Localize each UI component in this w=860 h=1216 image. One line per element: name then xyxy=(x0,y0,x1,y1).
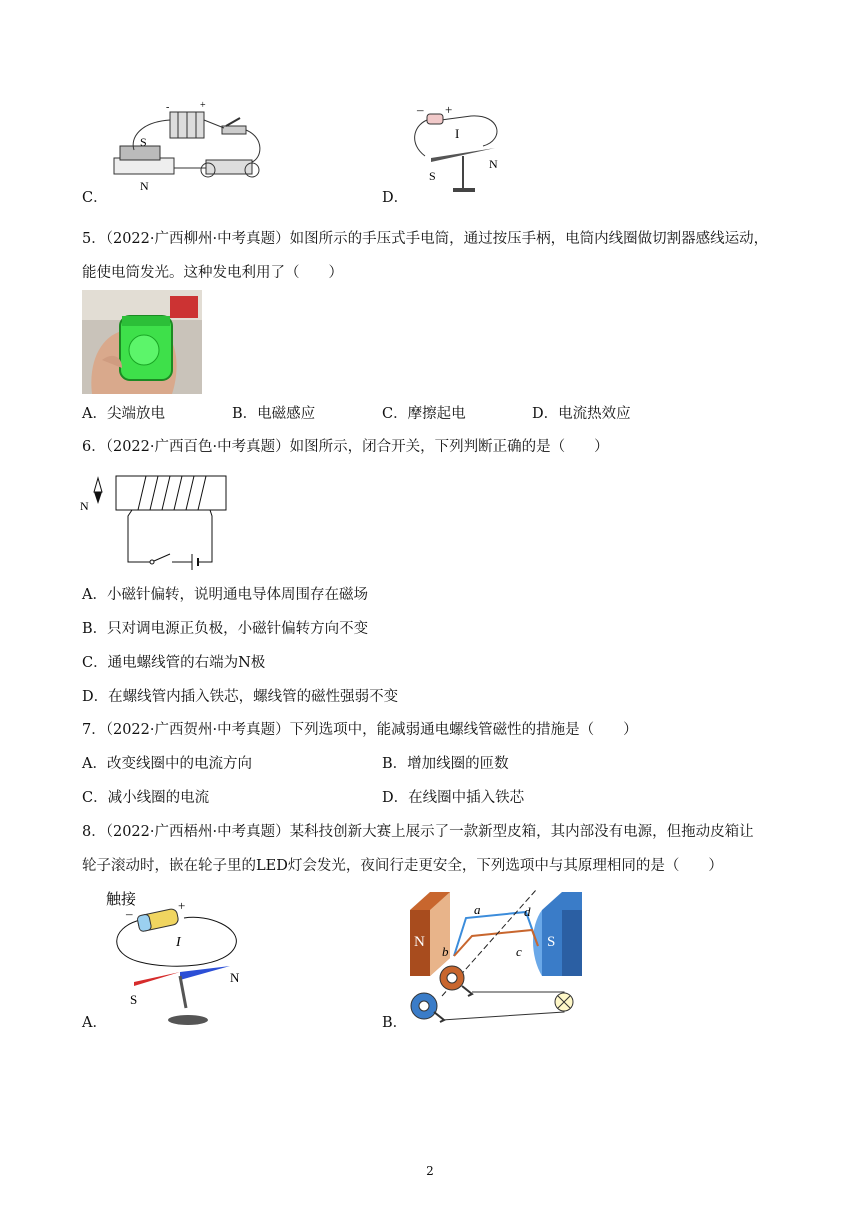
q8-fig-a-plus: + xyxy=(178,898,186,913)
fig-d-minus: – xyxy=(417,102,424,117)
q5-stem-line2: 能使电筒发光。这种发电利用了（ ） xyxy=(82,265,343,281)
q8-stem-line2: 轮子滚动时，嵌在轮子里的LED灯会发光，夜间行走更安全，下列选项中与其原理相同的是（ ） xyxy=(82,858,723,874)
q8-fig-a-n: N xyxy=(230,970,240,985)
q8-fig-b-c: c xyxy=(516,944,522,959)
q6-stem: 6．（2022·广西百色·中考真题）如图所示，闭合开关，下列判断正确的是（ ） xyxy=(82,439,609,455)
q6-option-b[interactable]: B．只对调电源正负极，小磁针偏转方向不变 xyxy=(82,621,369,637)
q8-fig-b-s: S xyxy=(547,934,556,950)
fig-c-minus: - xyxy=(166,102,170,113)
q8-fig-a-minus: – xyxy=(126,906,133,921)
q5-option-c[interactable]: C．摩擦起电 xyxy=(382,406,466,422)
q8-fig-b-b: b xyxy=(442,944,449,959)
q5-option-b[interactable]: B．电磁感应 xyxy=(232,406,316,422)
page-number: 2 xyxy=(426,1164,434,1178)
option-c-label: C． xyxy=(82,190,108,206)
q6-option-a[interactable]: A．小磁针偏转，说明通电导体周围存在磁场 xyxy=(82,587,368,603)
fig-c-plus: + xyxy=(200,100,206,111)
q6-option-d[interactable]: D．在螺线管内插入铁芯，螺线管的磁性强弱不变 xyxy=(82,689,399,705)
q8-option-b[interactable]: B． xyxy=(382,1015,408,1031)
q5-option-d[interactable]: D．电流热效应 xyxy=(532,406,631,422)
fig-d-s: S xyxy=(429,169,436,183)
q8-fig-a-touch: 触接 xyxy=(106,892,137,908)
fig-c-n: N xyxy=(140,179,149,193)
option-d-label: D． xyxy=(382,190,409,206)
q8-fig-a-i: I xyxy=(176,935,181,950)
q6-solenoid-circuit xyxy=(80,470,230,570)
q8-fig-b-a: a xyxy=(474,902,481,917)
q8-figure-a-needle xyxy=(100,884,260,1029)
q5-option-a[interactable]: A．尖端放电 xyxy=(82,406,165,422)
q8-figure-b-generator xyxy=(402,886,592,1031)
fig-d-n: N xyxy=(489,157,498,171)
fig-d-i: I xyxy=(455,126,460,141)
q7-option-b[interactable]: B．增加线圈的匝数 xyxy=(382,756,509,772)
figure-c-circuit xyxy=(100,98,270,198)
q8-fig-b-d: d xyxy=(524,904,531,919)
q8-stem-line1: 8．（2022·广西梧州·中考真题）某科技创新大赛上展示了一款新型皮箱，其内部没有电源，但拖动皮箱让 xyxy=(82,824,754,840)
q5-flashlight-photo xyxy=(82,290,202,394)
q6-option-c[interactable]: C．通电螺线管的右端为N极 xyxy=(82,655,266,671)
figure-d-needle xyxy=(405,100,515,198)
q8-fig-a-s: S xyxy=(130,992,138,1007)
q7-option-a[interactable]: A．改变线圈中的电流方向 xyxy=(82,756,252,772)
q7-option-d[interactable]: D．在线圈中插入铁芯 xyxy=(382,790,525,806)
q5-stem-line1: 5．（2022·广西柳州·中考真题）如图所示的手压式手电筒，通过按压手柄，电筒内线圈做切割器感线运动， xyxy=(82,231,769,247)
q7-option-c[interactable]: C．减小线圈的电流 xyxy=(82,790,210,806)
q8-option-a[interactable]: A． xyxy=(82,1015,107,1031)
fig-c-s: S xyxy=(140,135,147,149)
q7-stem: 7．（2022·广西贺州·中考真题）下列选项中，能减弱通电螺线管磁性的措施是（ ） xyxy=(82,722,638,738)
q8-fig-b-n: N xyxy=(414,934,425,950)
q6-needle-n: N xyxy=(80,499,89,513)
fig-d-plus: + xyxy=(445,102,453,117)
